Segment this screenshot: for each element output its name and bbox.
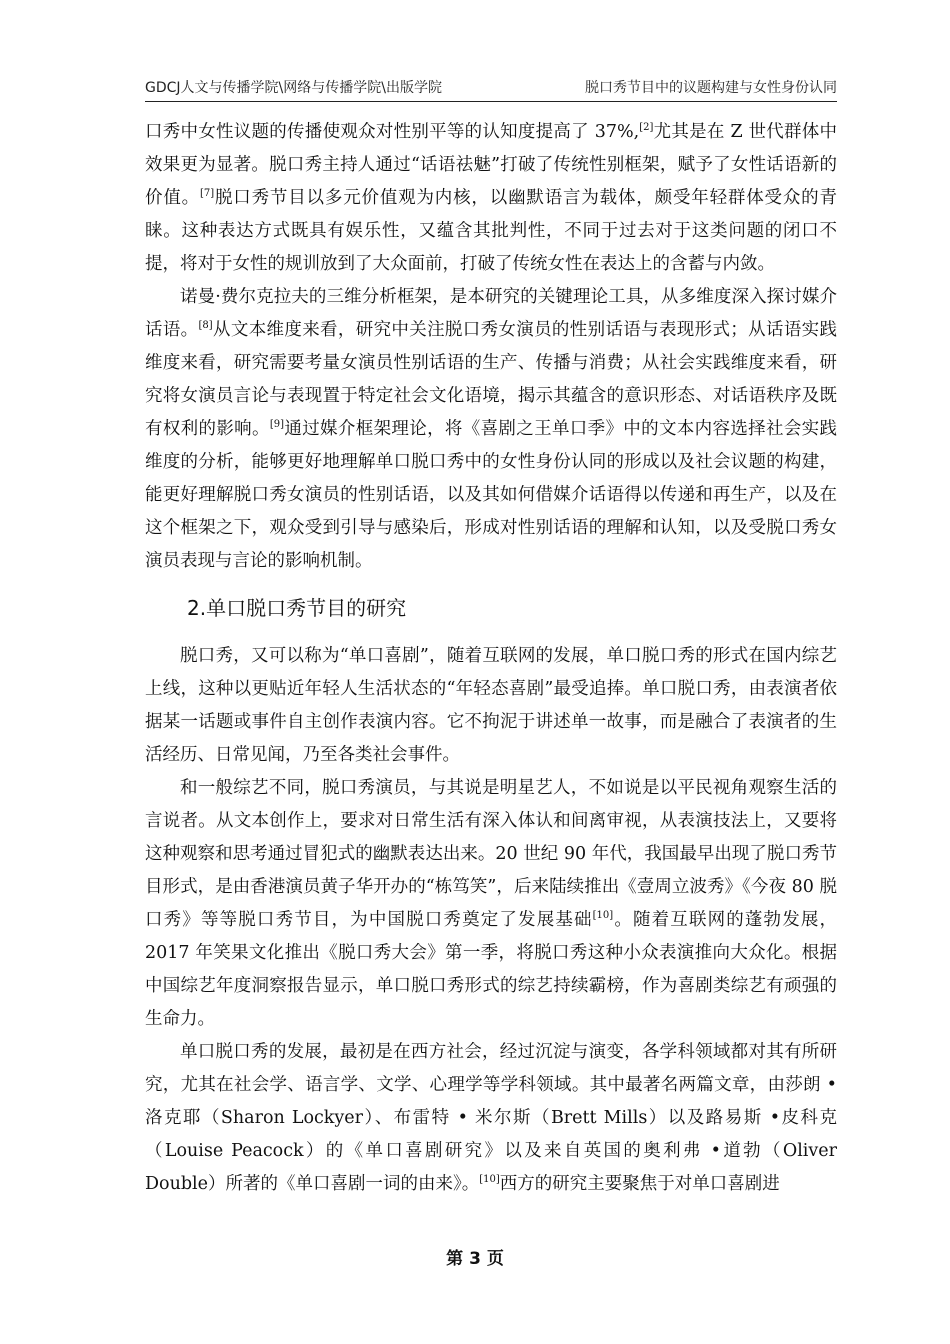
paragraph-5 xyxy=(145,1036,837,1201)
paragraph-2-text-1: 诺曼·费尔克拉夫的三维分析框架，是本研究的关键理论工具，从多维度深入探讨媒介话语。 xyxy=(145,287,837,340)
paragraph-2-text-3: 通过媒介框架理论，将《喜剧之王单口季》中的文本内容选择社会实践维度的分析，能够更好地理解单口脱口秀中的女性身份认同的形成以及社会议题的构建，能更好理解脱口秀女演员的性别话语，以及其如何借媒介话语得以传递和再生产，以及在这个框架之下，观众受到引导与感染后，形成对性别话语的理解和认知，以及受脱口秀女演员表现与言论的影响机制。 xyxy=(145,419,838,571)
paragraph-5-text-2: 西方的研究主要聚焦于对单口喜剧进 xyxy=(499,1174,780,1194)
paragraph-1-text-2: 尤其是在 Z 世代群体中效果更为显著。脱口秀主持人通过“话语祛魅”打破了传统性别框架，赋予了女性话语新的价值。 xyxy=(145,122,837,208)
paragraph-4-text-2: 。随着互联网的蓬勃发展，2017 年笑果文化推出《脱口秀大会》第一季，将脱口秀这种小众表演推向大众化。根据中国综艺年度洞察报告显示，单口脱口秀形式的综艺持续霸榜，作为喜剧类综艺有顽强的生命力。 xyxy=(145,910,838,1029)
header-left-text: GDCJ人文与传播学院\网络与传播学院\出版学院 xyxy=(145,80,442,96)
body-text xyxy=(145,116,837,1201)
citation-10: [10] xyxy=(592,910,614,922)
citation-7: [7] xyxy=(199,188,215,200)
paragraph-1-text-3: 脱口秀节目以多元价值观为内核，以幽默语言为载体，颇受年轻群体受众的青睐。这种表达方式既具有娱乐性，又蕴含其批判性，不同于过去对于这类问题的闭口不提，将对于女性的规训放到了大众面前，打破了传统女性在表达上的含蓄与内敛。 xyxy=(145,188,838,274)
paragraph-2-text-2: 从文本维度来看，研究中关注脱口秀女演员的性别话语与表现形式；从话语实践维度来看，研究需要考量女演员性别话语的生产、传播与消费；从社会实践维度来看，研究将女演员言论与表现置于特定社会文化语境，揭示其蕴含的意识形态、对话语秩序及既有权利的影响。 xyxy=(145,320,838,439)
citation-9: [9] xyxy=(269,419,285,431)
paragraph-1 xyxy=(145,116,837,281)
paragraph-4 xyxy=(145,772,837,1036)
paragraph-1-text-1: 口秀中女性议题的传播使观众对性别平等的认知度提高了 37%, xyxy=(145,122,640,142)
citation-2: [2] xyxy=(639,122,654,134)
section-heading: 2.单口脱口秀节目的研究 xyxy=(187,596,407,620)
paragraph-4-text-1: 和一般综艺不同，脱口秀演员，与其说是明星艺人，不如说是以平民视角观察生活的言说者。从文本创作上，要求对日常生活有深入体认和间离审视，从表演技法上，又要将这种观察和思考通过冒犯式的幽默表达出来。20 世纪 90 年代，我国最早出现了脱口秀节目形式，是由香港演员黄子华开办的“栋笃笑”，后来陆续推出《壹周立波秀》《今夜 80 脱口秀》等等脱口秀节目，为中国脱口秀奠定了发展基础 xyxy=(145,778,837,930)
paragraph-3: 脱口秀，又可以称为“单口喜剧”，随着互联网的发展，单口脱口秀的形式在国内综艺上线，这种以更贴近年轻人生活状态的“年轻态喜剧”最受追捧。单口脱口秀，由表演者依据某一话题或事件自主创作表演内容。它不拘泥于讲述单一故事，而是融合了表演者的生活经历、日常见闻，乃至各类社会事件。 xyxy=(145,646,837,765)
paragraph-2 xyxy=(145,281,837,578)
citation-10b: [10] xyxy=(479,1174,500,1186)
paragraph-5-text-1: 单口脱口秀的发展，最初是在西方社会，经过沉淀与演变，各学科领域都对其有所研究，尤其在社会学、语言学、文学、心理学等学科领域。其中最著名两篇文章，由莎朗 • 洛克耶（Sharon Lockyer）、布雷特 • 米尔斯（Brett Mills）以及路易斯 •皮科克（Louise Peacock）的《单口喜剧研究》以及来自英国的奥利弗 •道勃（Oliver Double）所著的《单口喜剧一词的由来》。 xyxy=(145,1042,837,1194)
citation-8: [8] xyxy=(198,320,213,332)
running-header xyxy=(145,74,837,102)
page-number: 第 3 页 xyxy=(446,1249,504,1269)
header-right-text: 脱口秀节目中的议题构建与女性身份认同 xyxy=(585,80,837,96)
